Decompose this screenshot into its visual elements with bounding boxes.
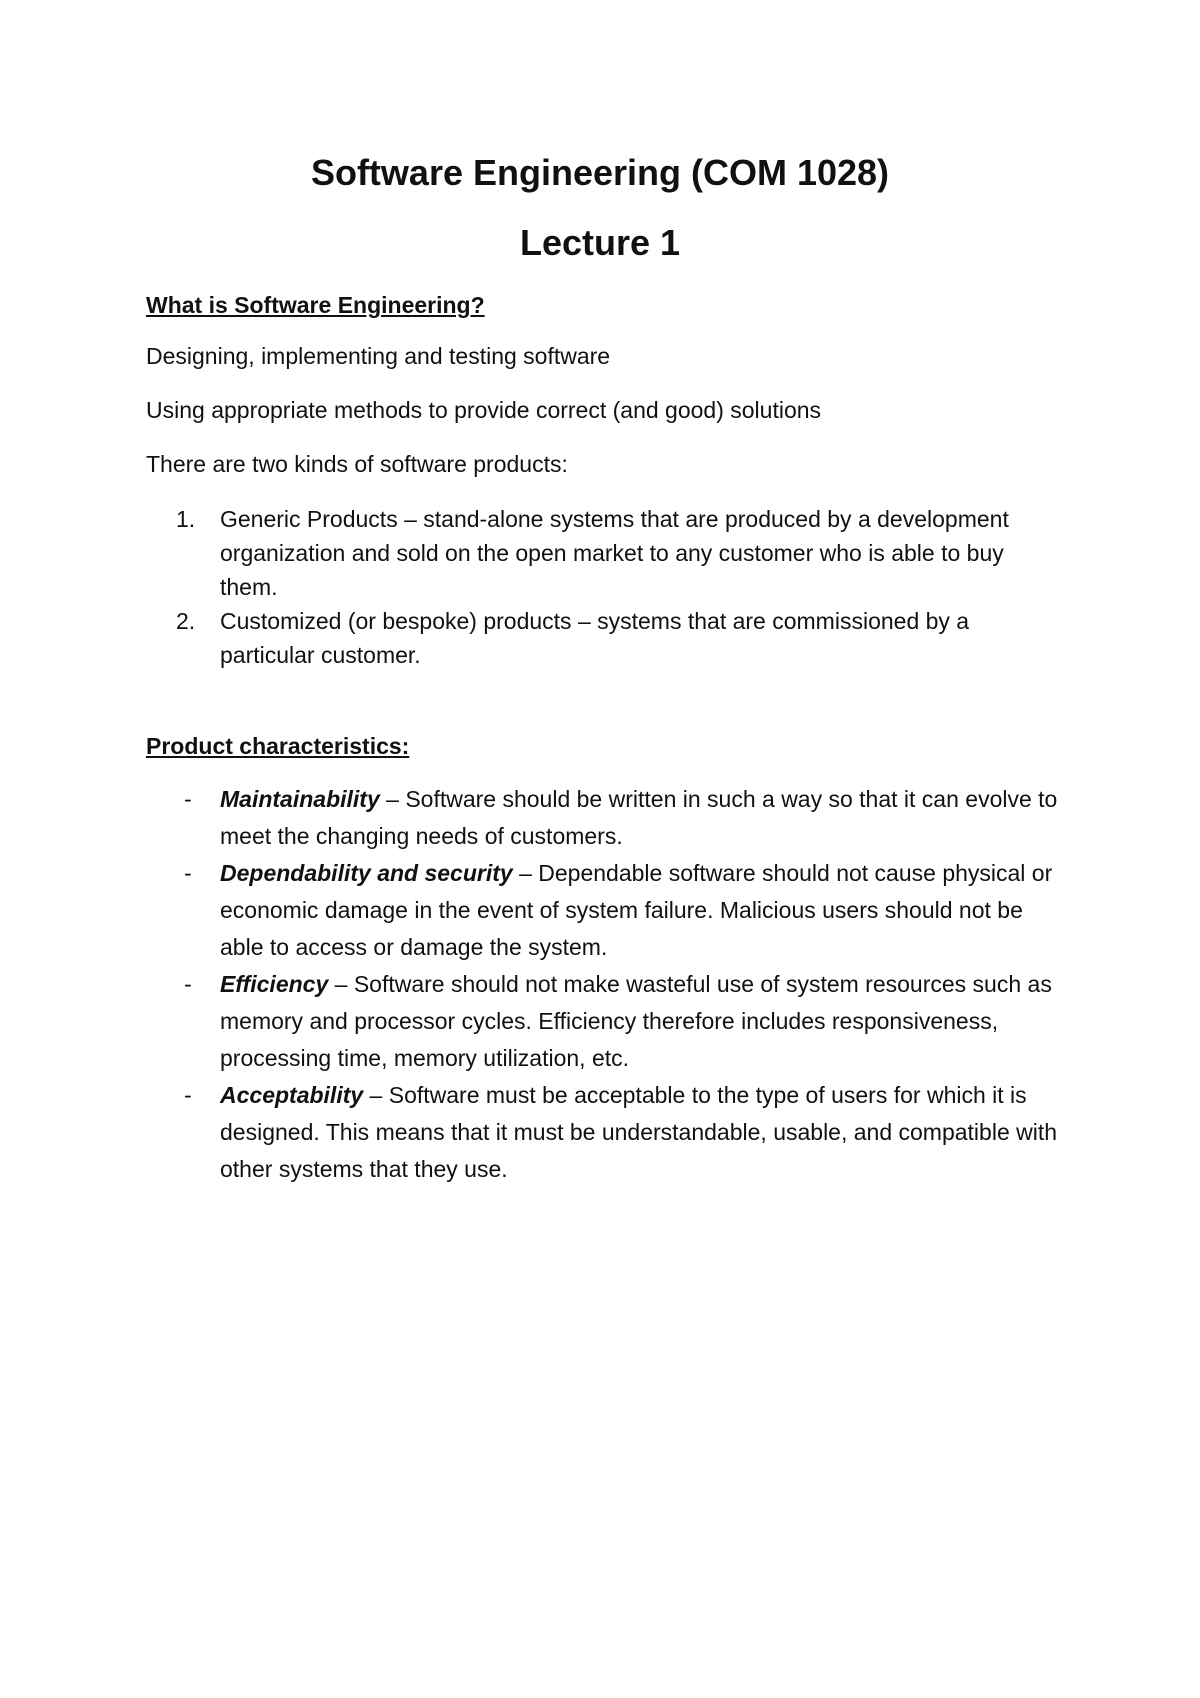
definition-line-1: Designing, implementing and testing software: [146, 343, 611, 369]
list-item-text: Generic Products – stand-alone systems that are produced by a development organization and sold on the open market to any customer who is able to buy them.: [220, 506, 1009, 600]
section-heading-what-is-se: What is Software Engineering?: [146, 292, 485, 318]
products-intro: There are two kinds of software products:: [146, 451, 568, 477]
bullet-dash: -: [184, 971, 192, 997]
characteristic-term: Efficiency: [220, 971, 329, 997]
characteristic-term: Acceptability: [220, 1082, 364, 1108]
bullet-dash: -: [184, 786, 192, 812]
bullet-dash: -: [184, 1082, 192, 1108]
document-title: Software Engineering (COM 1028): [310, 152, 890, 193]
list-item: [146, 855, 1066, 966]
list-item-text: Customized (or bespoke) products – systems that are commissioned by a particular customer.: [220, 608, 970, 668]
characteristic-description: – Dependable software should not cause physical or economic damage in the event of system failure. Malicious users should not be able to access or damage the system.: [220, 860, 1053, 960]
list-number: 1.: [176, 506, 196, 532]
characteristic-description: – Software should be written in such a way so that it can evolve to meet the changing needs of customers.: [220, 786, 1058, 849]
list-number: 2.: [176, 608, 196, 634]
section-heading-product-characteristics: Product characteristics:: [146, 733, 410, 759]
characteristic-description: – Software must be acceptable to the type of users for which it is designed. This means that it must be understandable, usable, and compatible with other systems that they use.: [220, 1082, 1058, 1182]
list-item: [146, 1077, 1066, 1188]
definition-line-2: Using appropriate methods to provide correct (and good) solutions: [146, 397, 822, 423]
lecture-subtitle: Lecture 1: [519, 222, 681, 263]
list-item: [146, 604, 1066, 672]
bullet-dash: -: [184, 860, 192, 886]
list-item: [146, 781, 1066, 855]
characteristic-term: Dependability and security: [220, 860, 513, 886]
characteristic-term: Maintainability: [220, 786, 380, 812]
list-item: [146, 502, 1066, 604]
characteristics-list: [146, 781, 1066, 1188]
product-kinds-list: [146, 502, 1066, 672]
list-item: [146, 966, 1066, 1077]
characteristic-description: – Software should not make wasteful use of system resources such as memory and processor cycles. Efficiency therefore includes responsiveness, processing time, memory utilization, etc.: [220, 971, 1052, 1071]
